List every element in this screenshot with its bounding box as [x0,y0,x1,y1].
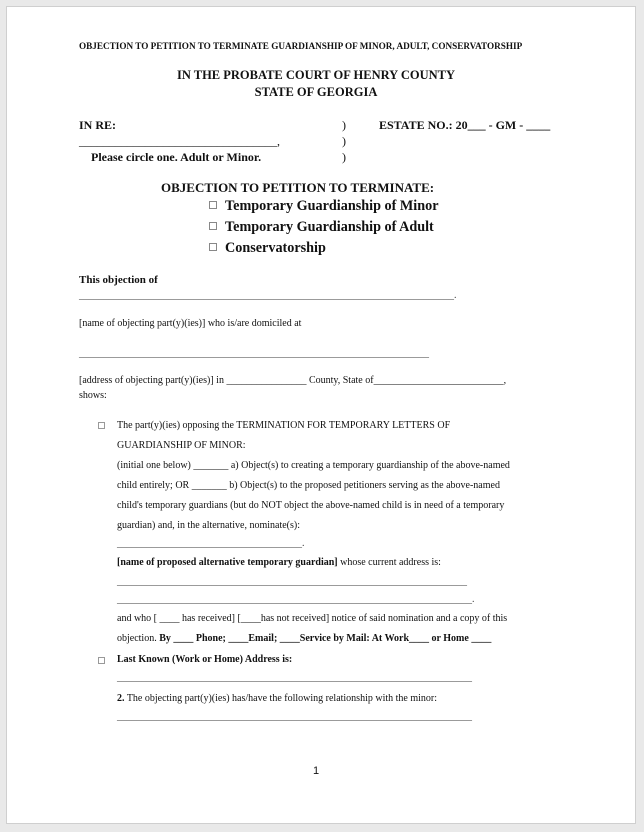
circle-note: Please circle one. Adult or Minor. [91,150,262,164]
section1-line-2: GUARDIANSHIP OF MINOR: [117,440,246,451]
notice-line: and who [ ____ has received] [____has not received] notice of said nomination and a copy of this [117,613,508,624]
name-note: [name of objecting part(y)(ies)] who is/are domiciled at [79,318,302,329]
section1-line-5: child's temporary guardians (but do NOT object the above-named child is in need of a temporary [117,500,505,511]
nominee-address-line-1[interactable]: ______________________________________________________________________ [117,576,467,587]
relationship-line[interactable]: _______________________________________________________________________ [117,711,472,722]
section1-line-6: guardian) and, in the alternative, nominate(s): [117,520,300,531]
nominee-address-line-2[interactable]: _______________________________________________________________________. [117,594,475,605]
option-conservatorship[interactable]: Conservatorship [209,240,326,257]
section1-line-3: (initial one below) _______ a) Object(s) to creating a temporary guardianship of the above-named [117,460,510,471]
option-minor[interactable]: Temporary Guardianship of Minor [209,198,439,215]
document-page [6,6,636,824]
checkbox-icon[interactable] [209,243,217,251]
checkbox-icon[interactable] [98,657,105,664]
estate-number: ESTATE NO.: 20___ - GM - ____ [379,118,551,132]
nominee-note: [name of proposed alternative temporary guardian] whose current address is: [117,557,441,568]
form-header: OBJECTION TO PETITION TO TERMINATE GUARDIANSHIP OF MINOR, ADULT, CONSERVATORSHIP [79,41,523,51]
in-re-label: IN RE: [79,118,117,132]
caption-paren-2: ) [342,134,346,148]
nominee-line[interactable]: _____________________________________. [117,538,305,549]
caption-paren-1: ) [342,118,346,132]
shows-label: shows: [79,390,107,401]
objection-title: OBJECTION TO PETITION TO TERMINATE: [161,180,435,195]
service-line: objection. By ____ Phone; ____Email; ____Service by Mail: At Work____ or Home ____ [117,633,492,644]
objection-of-line[interactable]: ___________________________________________________________________________. [79,290,457,301]
court-state: STATE OF GEORGIA [254,85,378,99]
objection-of-label: This objection of [79,274,158,286]
address-note: [address of objecting part(y)(ies)] in ________________ County, State of__________________________, [79,375,507,386]
relationship-statement: 2. The objecting part(y)(ies) has/have the following relationship with the minor: [117,693,438,704]
last-known-address-line[interactable]: _______________________________________________________________________ [117,672,472,683]
checkbox-icon[interactable] [209,222,217,230]
court-name: IN THE PROBATE COURT OF HENRY COUNTY [176,68,456,82]
checkbox-icon[interactable] [98,422,105,429]
page-number: 1 [312,765,320,777]
checkbox-icon[interactable] [209,201,217,209]
section1-line-4: child entirely; OR _______ b) Object(s) to the proposed petitioners serving as the above-named [117,480,500,491]
option-adult[interactable]: Temporary Guardianship of Adult [209,219,434,236]
last-known-address-label: Last Known (Work or Home) Address is: [117,654,293,665]
section1-line-1: The part(y)(ies) opposing the TERMINATION FOR TEMPORARY LETTERS OF [117,420,451,431]
domicile-line[interactable]: ______________________________________________________________________ [79,348,429,359]
party-name-line: _________________________________, [79,134,280,148]
caption-paren-3: ) [342,150,346,164]
